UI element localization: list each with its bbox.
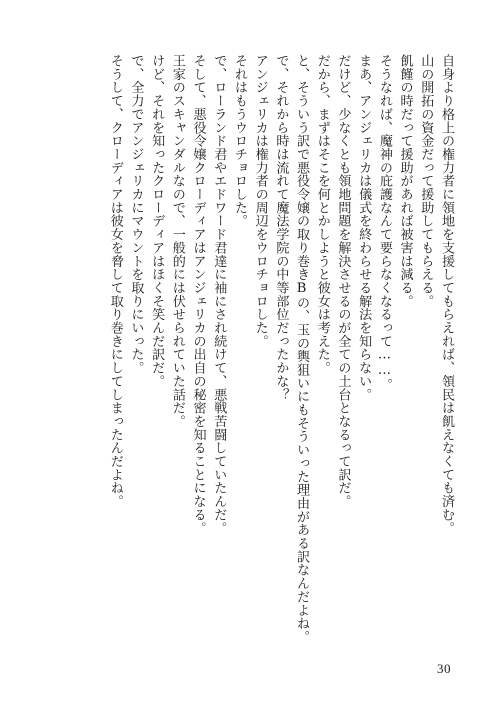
text-line: で、ローランド君やエドワード君達に袖にされ続けて、悪戦苦闘していたんだ。 (211, 54, 227, 535)
text-line: 山の開拓の資金だって援助してもらえる。 (418, 54, 434, 308)
text-line: 王家のスキャンダルなので、一般的には伏せられていた話だ。 (169, 54, 185, 428)
text-line: で、それから時は流れて魔法学院の中等部位だったかな？ (273, 54, 289, 402)
text-line: だけど、少なくとも領地問題を解決させるのが全ての土台となるって訳だ。 (335, 54, 351, 508)
text-line: だから、まずはそこを何とかしようと彼女は考えた。 (314, 54, 330, 375)
text-line: まあ、アンジェリカは儀式を終わらせる解法を知らない。 (356, 54, 372, 402)
text-line: けど、それを知ったクローディアはほくそ笑んだ訳だ。 (149, 54, 165, 388)
page-number: 30 (437, 661, 451, 676)
text-line: それはもうウロチョロした。 (231, 54, 247, 228)
text-line: そして、悪役令嬢クローディアはアンジェリカの出自の秘密を知ることになる。 (190, 54, 206, 535)
text-line: そうして、クローディアは彼女を脅して取り巻きにしてしまったんだよね。 (107, 54, 123, 508)
text-line: そうなれば、魔神の庇護なんて要らなくなるって……。 (376, 54, 392, 392)
text-line: アンジェリカは権力者の周辺をウロチョロした。 (252, 54, 268, 348)
text-line: 飢饉の時だって援助があれば被害は減る。 (397, 54, 413, 308)
text-line: と、そういう訳で悪役令嬢の取り巻きBの、玉の輿狙いにもそういった理由がある訳なんだよね。 (294, 54, 310, 644)
text-line: で、全力でアンジェリカにマウントを取りにいった。 (128, 54, 144, 375)
vertical-text-body (104, 54, 456, 644)
text-line: 自身より格上の権力者に領地を支援してもらえれば、領民は飢えなくても済む。 (439, 54, 454, 535)
